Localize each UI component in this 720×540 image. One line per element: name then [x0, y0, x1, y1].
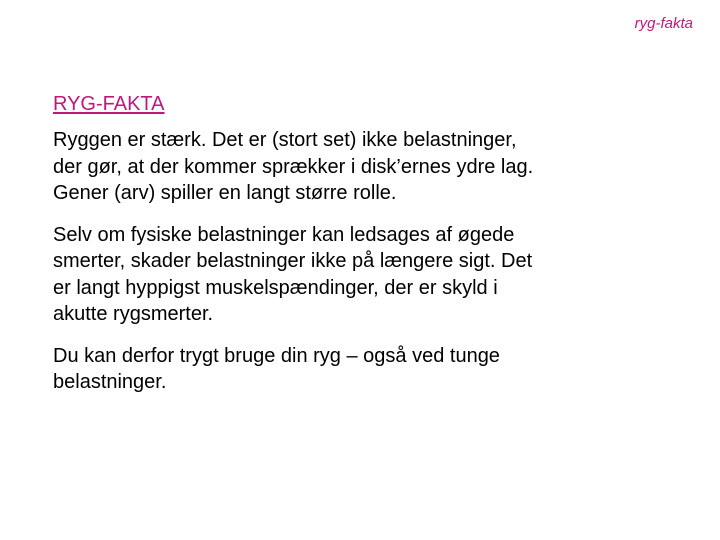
corner-label: ryg-fakta	[634, 15, 693, 32]
page-title: RYG-FAKTA	[53, 93, 165, 115]
paragraph-3: Du kan derfor trygt bruge din ryg – også ved tunge belastninger.	[53, 344, 500, 393]
slide-content	[53, 92, 663, 411]
paragraph-2: Selv om fysiske belastninger kan ledsages af øgede smerter, skader belastninger ikke på længere sigt. Det er langt hyppigst muskelspændinger, der er skyld i akutte rygsmerter.	[53, 223, 533, 325]
paragraph-1: Ryggen er stærk. Det er (stort set) ikke belastninger, der gør, at der kommer sprækker i disk’ernes ydre lag. Gener (arv) spiller en langt større rolle.	[53, 129, 534, 204]
